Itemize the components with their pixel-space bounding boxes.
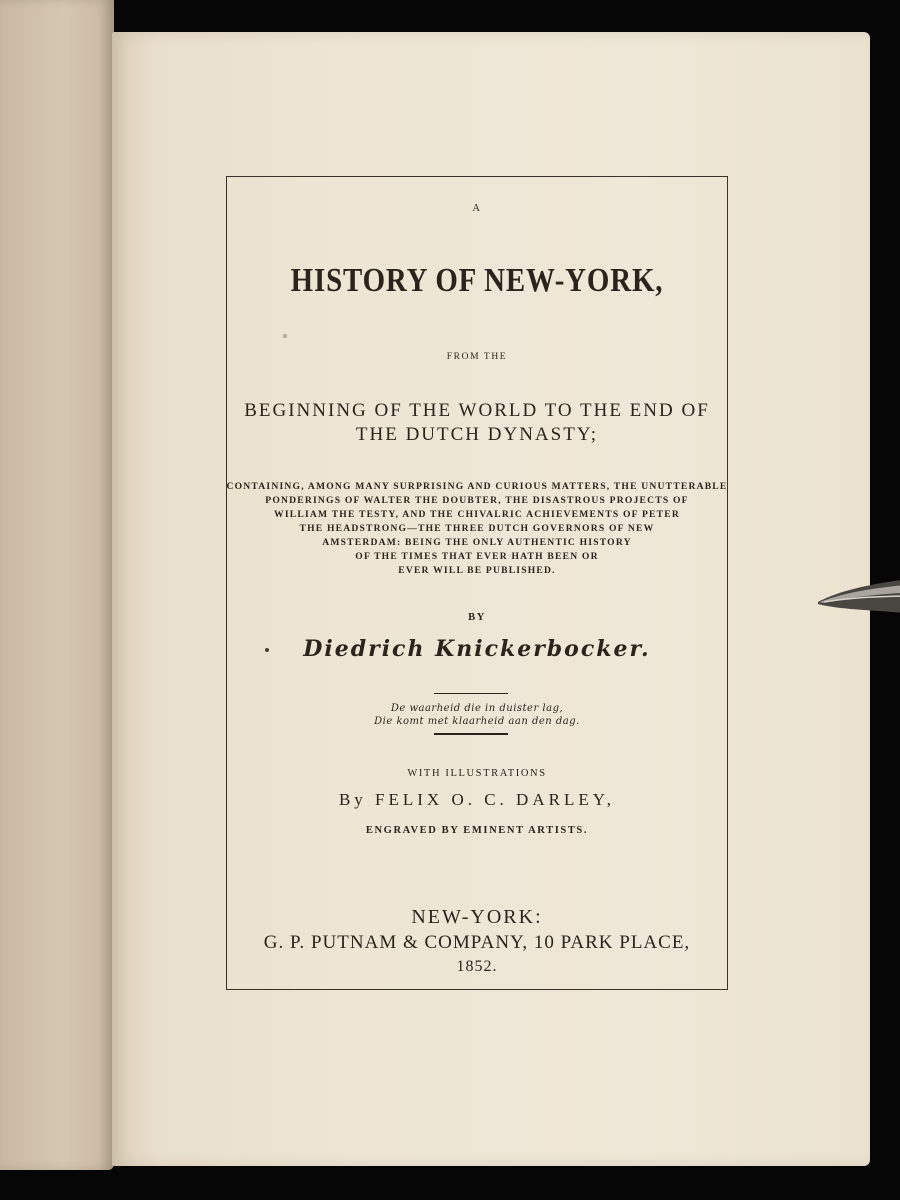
imprint-publisher: G. P. PUTNAM & COMPANY, 10 PARK PLACE, <box>263 932 691 953</box>
left-page-edge <box>0 0 114 1170</box>
imprint-city: NEW-YORK: <box>411 906 543 928</box>
description-line: WILLIAM THE TESTY, AND THE CHIVALRIC ACHIEVEMENTS OF PETER <box>274 509 680 520</box>
motto-line-2: Die komt met klaarheid aan den dag. <box>374 716 580 727</box>
motto-bottom-rule <box>434 733 508 735</box>
description-line: PONDERINGS OF WALTER THE DOUBTER, THE DISASTROUS PROJECTS OF <box>265 495 689 506</box>
paper-speck <box>283 334 287 338</box>
illustrator-credit: By FELIX O. C. DARLEY, <box>338 790 616 809</box>
description-line: THE HEADSTRONG—THE THREE DUTCH GOVERNORS OF NEW <box>299 523 655 534</box>
paper-speck <box>265 648 269 652</box>
description-line: AMSTERDAM: BEING THE ONLY AUTHENTIC HISTORY <box>322 537 632 548</box>
book-title: HISTORY OF NEW-YORK, <box>290 262 664 299</box>
engraved-credit: ENGRAVED BY EMINENT ARTISTS. <box>365 825 589 836</box>
description-line: CONTAINING, AMONG MANY SURPRISING AND CURIOUS MATTERS, THE UNUTTERABLE <box>226 481 728 492</box>
motto-line-1: De waarheid die in duister lag, <box>390 703 564 714</box>
with-illustrations-label: WITH ILLUSTRATIONS <box>407 768 547 779</box>
subtitle-line-1: BEGINNING OF THE WORLD TO THE END OF <box>244 400 710 421</box>
subtitle-line-2: THE DUTCH DYNASTY; <box>355 424 599 445</box>
title-article: A <box>472 203 482 214</box>
imprint-year: 1852. <box>456 958 498 975</box>
description-line: OF THE TIMES THAT EVER HATH BEEN OR <box>355 551 599 562</box>
motto-top-rule <box>434 693 508 694</box>
from-the-label: FROM THE <box>446 352 508 362</box>
author-name: Diedrich Knickerbocker. <box>303 636 651 662</box>
by-label: BY <box>468 612 486 623</box>
page-holder-clip <box>816 574 900 622</box>
description-line: EVER WILL BE PUBLISHED. <box>398 565 556 576</box>
